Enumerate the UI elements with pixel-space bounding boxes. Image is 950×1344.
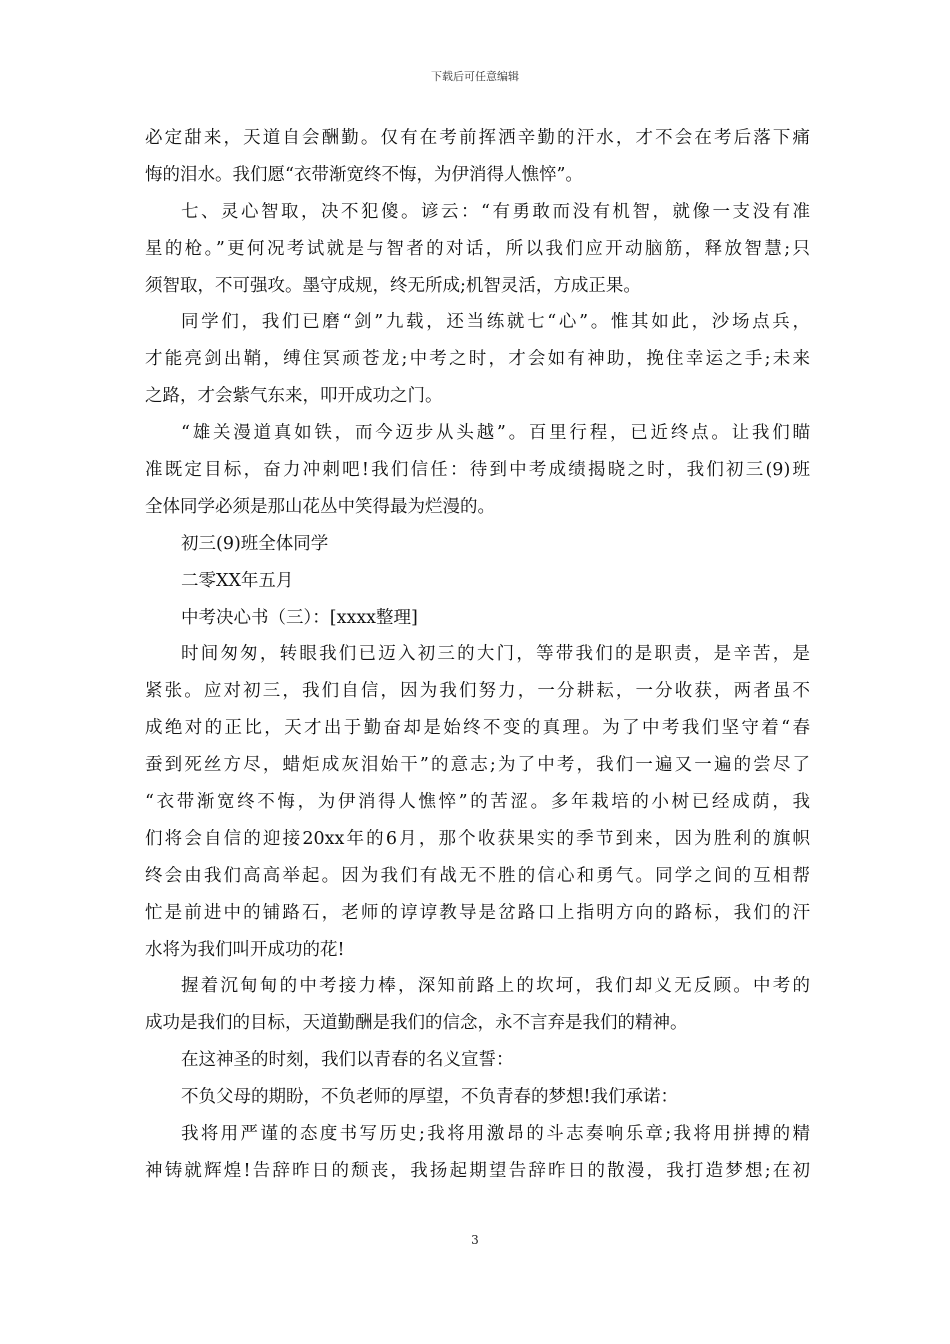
text-line: 七、灵心智取，决不犯傻。谚云：“有勇敢而没有机智，就像一支没有准	[181, 201, 810, 222]
date-line: 二零XX年五月	[181, 570, 294, 591]
text-line: 须智取，不可强攻。墨守成规，终无所成;机智灵活，方成正果。	[145, 275, 641, 296]
page-header: 下载后可任意编辑	[431, 70, 519, 83]
text-line: 时间匆匆，转眼我们已迈入初三的大门，等带我们的是职责，是辛苦，是	[181, 644, 810, 665]
page-number: 3	[471, 1233, 479, 1247]
text-line: 们将会自信的迎接20xx年的6月，那个收获果实的季节到来，因为胜利的旗帜	[145, 828, 810, 849]
text-line: 全体同学必须是那山花丛中笑得最为烂漫的。	[145, 496, 495, 517]
text-line: 终会由我们高高举起。因为我们有战无不胜的信心和勇气。同学之间的互相帮	[145, 865, 810, 886]
text-line: “衣带渐宽终不悔，为伊消得人憔悴”的苦涩。多年栽培的小树已经成荫，我	[145, 792, 810, 813]
text-line: 我将用严谨的态度书写历史;我将用激昂的斗志奏响乐章;我将用拼搏的精	[181, 1124, 810, 1145]
text-line: 不负父母的期盼，不负老师的厚望，不负青春的梦想!我们承诺：	[181, 1087, 679, 1108]
text-line: 同学们，我们已磨“剑”九载，还当练就七“心”。惟其如此，沙场点兵，	[181, 312, 810, 333]
text-line: 星的枪。”更何况考试就是与智者的对话，所以我们应开动脑筋，释放智慧;只	[145, 238, 810, 259]
text-line: 在这神圣的时刻，我们以青春的名义宣誓：	[181, 1050, 514, 1071]
text-line: 紧张。应对初三，我们自信，因为我们努力，一分耕耘，一分收获，两者虽不	[145, 681, 810, 702]
text-line: 握着沉甸甸的中考接力棒，深知前路上的坎坷，我们却义无反顾。中考的	[181, 976, 810, 997]
text-line: 蚕到死丝方尽，蜡炬成灰泪始干”的意志;为了中考，我们一遍又一遍的尝尽了	[145, 755, 810, 776]
text-line: 忙是前进中的铺路石，老师的谆谆教导是岔路口上指明方向的路标，我们的汗	[145, 902, 810, 923]
document-body	[145, 120, 810, 1190]
text-line: 准既定目标，奋力冲刺吧!我们信任：待到中考成绩揭晓之时，我们初三(9)班	[145, 460, 810, 481]
text-line: 水将为我们叫开成功的花!	[145, 939, 345, 960]
text-line: 成绝对的正比，天才出于勤奋却是始终不变的真理。为了中考我们坚守着“春	[145, 718, 810, 739]
section-title: 中考决心书（三）：[xxxx整理]	[181, 607, 418, 628]
text-line: 成功是我们的目标，天道勤酬是我们的信念，永不言弃是我们的精神。	[145, 1013, 688, 1034]
signature-line: 初三(9)班全体同学	[181, 533, 329, 554]
text-line: 之路，才会紫气东来，叩开成功之门。	[145, 386, 443, 407]
text-line: 必定甜来，天道自会酬勤。仅有在考前挥洒辛勤的汗水，才不会在考后落下痛	[145, 128, 810, 148]
text-line: “雄关漫道真如铁，而今迈步从头越”。百里行程，已近终点。让我们瞄	[181, 423, 810, 444]
text-line: 才能亮剑出鞘，缚住冥顽苍龙;中考之时，才会如有神助，挽住幸运之手;未来	[145, 349, 810, 370]
text-line: 悔的泪水。我们愿“衣带渐宽终不悔，为伊消得人憔悴”。	[145, 164, 583, 185]
text-line: 神铸就辉煌!告辞昨日的颓丧，我扬起期望告辞昨日的散漫，我打造梦想;在初	[145, 1160, 810, 1181]
